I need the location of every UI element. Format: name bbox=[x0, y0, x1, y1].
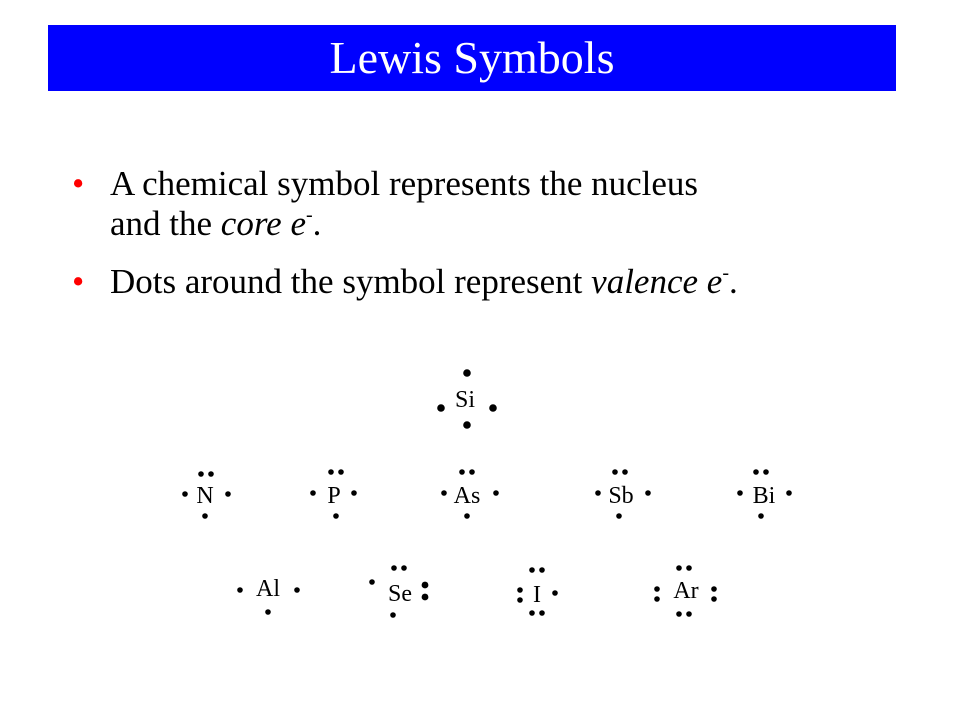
valence-electron-dot bbox=[338, 469, 344, 475]
valence-electron-dot bbox=[328, 469, 334, 475]
valence-electron-dot bbox=[489, 404, 497, 412]
valence-electron-dot bbox=[182, 491, 188, 497]
lewis-symbol-ar bbox=[654, 565, 717, 617]
valence-electron-dot bbox=[758, 513, 764, 519]
valence-electron-dot bbox=[198, 471, 204, 477]
valence-electron-dot bbox=[225, 491, 231, 497]
valence-electron-dot bbox=[294, 587, 300, 593]
valence-electron-dot bbox=[552, 590, 558, 596]
valence-electron-dot bbox=[737, 490, 743, 496]
valence-electron-dot bbox=[469, 469, 475, 475]
bullet-marker: • bbox=[72, 164, 85, 203]
valence-electron-dot bbox=[237, 587, 243, 593]
valence-electron-dot bbox=[422, 594, 429, 601]
valence-electron-dot bbox=[517, 597, 523, 603]
lewis-symbol-p bbox=[310, 469, 357, 519]
lewis-symbol-si bbox=[437, 369, 497, 429]
valence-electron-dot bbox=[265, 609, 271, 615]
lewis-symbol-i bbox=[517, 567, 558, 616]
valence-electron-dot bbox=[391, 565, 397, 571]
valence-electron-dot bbox=[622, 469, 628, 475]
valence-electron-dot bbox=[208, 471, 214, 477]
bullet-text-suffix: . bbox=[728, 262, 738, 301]
bullet-marker: • bbox=[72, 262, 85, 301]
valence-electron-dot bbox=[711, 596, 717, 602]
element-symbol: Bi bbox=[752, 483, 776, 509]
valence-electron-dot bbox=[369, 579, 375, 585]
valence-electron-dot bbox=[539, 567, 545, 573]
valence-electron-dot bbox=[686, 565, 692, 571]
element-symbol: P bbox=[327, 483, 341, 509]
element-symbol: Al bbox=[256, 576, 280, 602]
bullet-text-italic: valence e bbox=[591, 262, 723, 301]
valence-electron-dot bbox=[517, 587, 523, 593]
lewis-symbol-as bbox=[441, 469, 499, 519]
lewis-symbol-se bbox=[369, 565, 428, 618]
bullet-text-line2-prefix: and the bbox=[110, 204, 221, 243]
valence-electron-dot bbox=[401, 565, 407, 571]
valence-electron-dot bbox=[753, 469, 759, 475]
element-symbol: N bbox=[196, 483, 214, 509]
valence-electron-dot bbox=[786, 490, 792, 496]
valence-electron-dot bbox=[459, 469, 465, 475]
valence-electron-dot bbox=[441, 490, 447, 496]
slide-title: Lewis Symbols bbox=[329, 32, 615, 83]
element-symbol: Sb bbox=[608, 483, 634, 509]
valence-electron-dot bbox=[202, 513, 208, 519]
valence-electron-dot bbox=[612, 469, 618, 475]
valence-electron-dot bbox=[529, 610, 535, 616]
valence-electron-dot bbox=[676, 565, 682, 571]
valence-electron-dot bbox=[333, 513, 339, 519]
valence-electron-dot bbox=[351, 490, 357, 496]
element-symbol: As bbox=[453, 483, 481, 509]
lewis-symbol-al bbox=[237, 576, 300, 615]
element-symbol: I bbox=[533, 582, 541, 608]
element-symbol: Ar bbox=[673, 578, 699, 604]
valence-electron-dot bbox=[654, 586, 660, 592]
valence-electron-dot bbox=[654, 596, 660, 602]
valence-electron-dot bbox=[529, 567, 535, 573]
element-symbol: Si bbox=[454, 387, 476, 413]
bullet-text-superscript: - bbox=[305, 204, 313, 226]
lewis-symbol-n bbox=[182, 471, 231, 519]
bullet-text-suffix: . bbox=[312, 204, 322, 243]
valence-electron-dot bbox=[763, 469, 769, 475]
valence-electron-dot bbox=[310, 490, 316, 496]
lewis-symbol-sb bbox=[595, 469, 651, 519]
valence-electron-dot bbox=[711, 586, 717, 592]
bullet-text-italic: core e bbox=[220, 204, 306, 243]
valence-electron-dot bbox=[645, 490, 651, 496]
lewis-symbol-bi bbox=[737, 469, 792, 519]
valence-electron-dot bbox=[422, 582, 429, 589]
valence-electron-dot bbox=[464, 513, 470, 519]
valence-electron-dot bbox=[463, 369, 471, 377]
valence-electron-dot bbox=[616, 513, 622, 519]
valence-electron-dot bbox=[493, 490, 499, 496]
valence-electron-dot bbox=[390, 612, 396, 618]
valence-electron-dot bbox=[463, 421, 471, 429]
bullet-text-line1: A chemical symbol represents the nucleus bbox=[110, 164, 699, 203]
valence-electron-dot bbox=[686, 611, 692, 617]
valence-electron-dot bbox=[595, 490, 601, 496]
valence-electron-dot bbox=[539, 610, 545, 616]
bullet-text-prefix: Dots around the symbol represent bbox=[110, 262, 592, 301]
element-symbol: Se bbox=[388, 581, 412, 607]
bullet-text-superscript: - bbox=[722, 262, 729, 284]
valence-electron-dot bbox=[437, 404, 445, 412]
valence-electron-dot bbox=[676, 611, 682, 617]
